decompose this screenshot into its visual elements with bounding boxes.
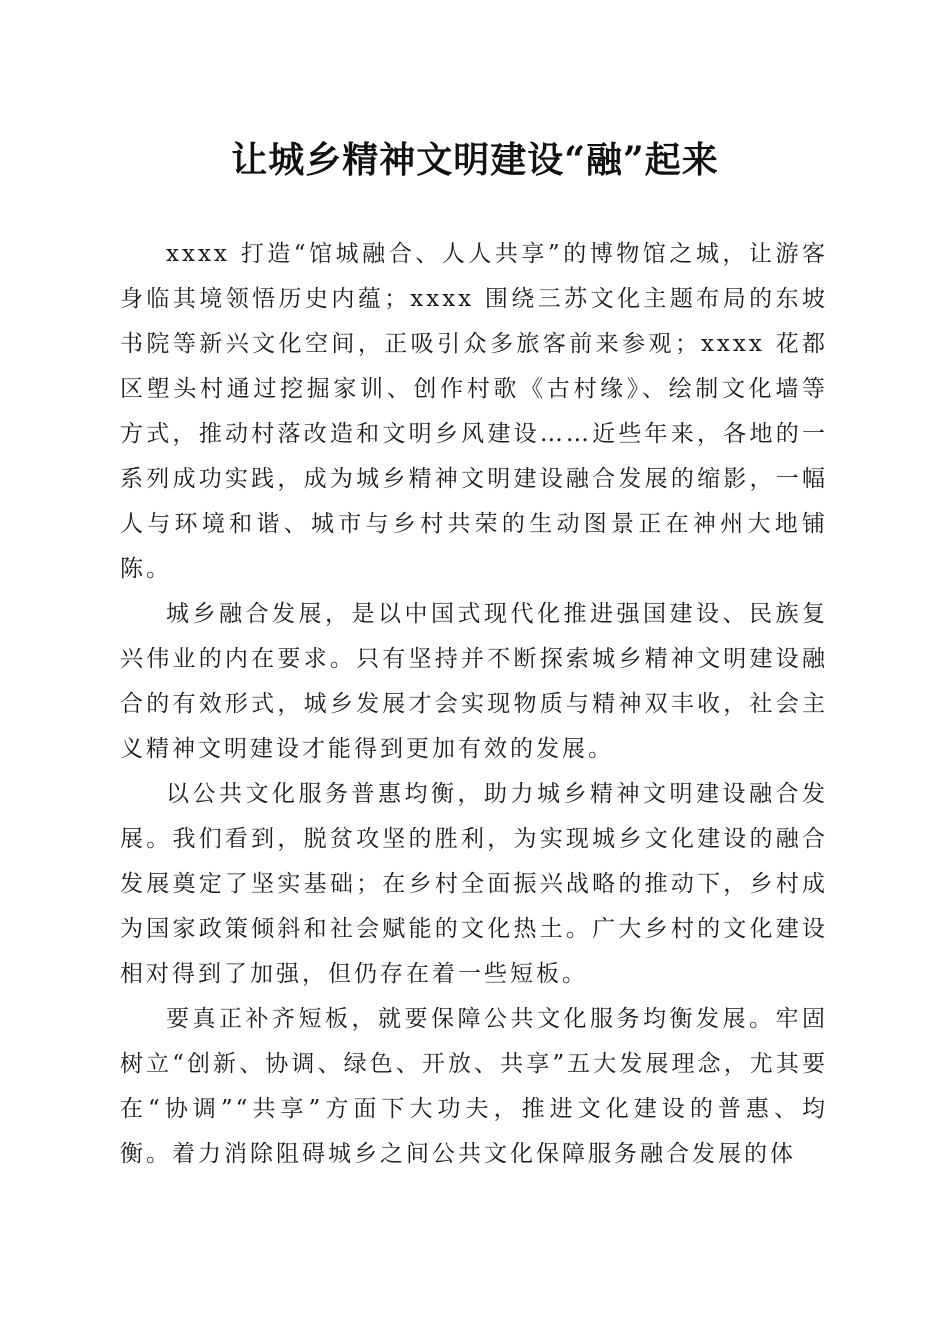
paragraph-4: 要真正补齐短板，就要保障公共文化服务均衡发展。牢固树立“创新、协调、绿色、开放、共享”五大发展理念，尤其要在“协调”“共享”方面下大功夫，推进文化建设的普惠、均衡。着力消除阻碍城乡之间公共文化保障服务融合发展的体 xyxy=(120,1006,828,1167)
paragraph-3: 以公共文化服务普惠均衡，助力城乡精神文明建设融合发展。我们看到，脱贫攻坚的胜利，为实现城乡文化建设的融合发展奠定了坚实基础；在乡村全面振兴战略的推动下，乡村成为国家政策倾斜和社会赋能的文化热土。广大乡村的文化建设相对得到了加强，但仍存在着一些短板。 xyxy=(120,781,828,987)
paragraph-2: 城乡融合发展，是以中国式现代化推进强国建设、民族复兴伟业的内在要求。只有坚持并不断探索城乡精神文明建设融合的有效形式，城乡发展才会实现物质与精神双丰收，社会主义精神文明建设才能得到更加有效的发展。 xyxy=(120,601,828,762)
document-body xyxy=(120,232,828,1177)
document-title: 让城乡精神文明建设“融”起来 xyxy=(231,139,719,181)
paragraph-1: xxxx 打造“馆城融合、人人共享”的博物馆之城，让游客身临其境领悟历史内蕴；xxxx 围绕三苏文化主题布局的东坡书院等新兴文化空间，正吸引众多旅客前来参观；xxxx 花都区塱头村通过挖掘家训、创作村歌《古村缘》、绘制文化墙等方式，推动村落改造和文明乡风建设……近些年来，各地的一系列成功实践，成为城乡精神文明建设融合发展的缩影，一幅人与环境和谐、城市与乡村共荣的生动图景正在神州大地铺陈。 xyxy=(120,241,828,582)
